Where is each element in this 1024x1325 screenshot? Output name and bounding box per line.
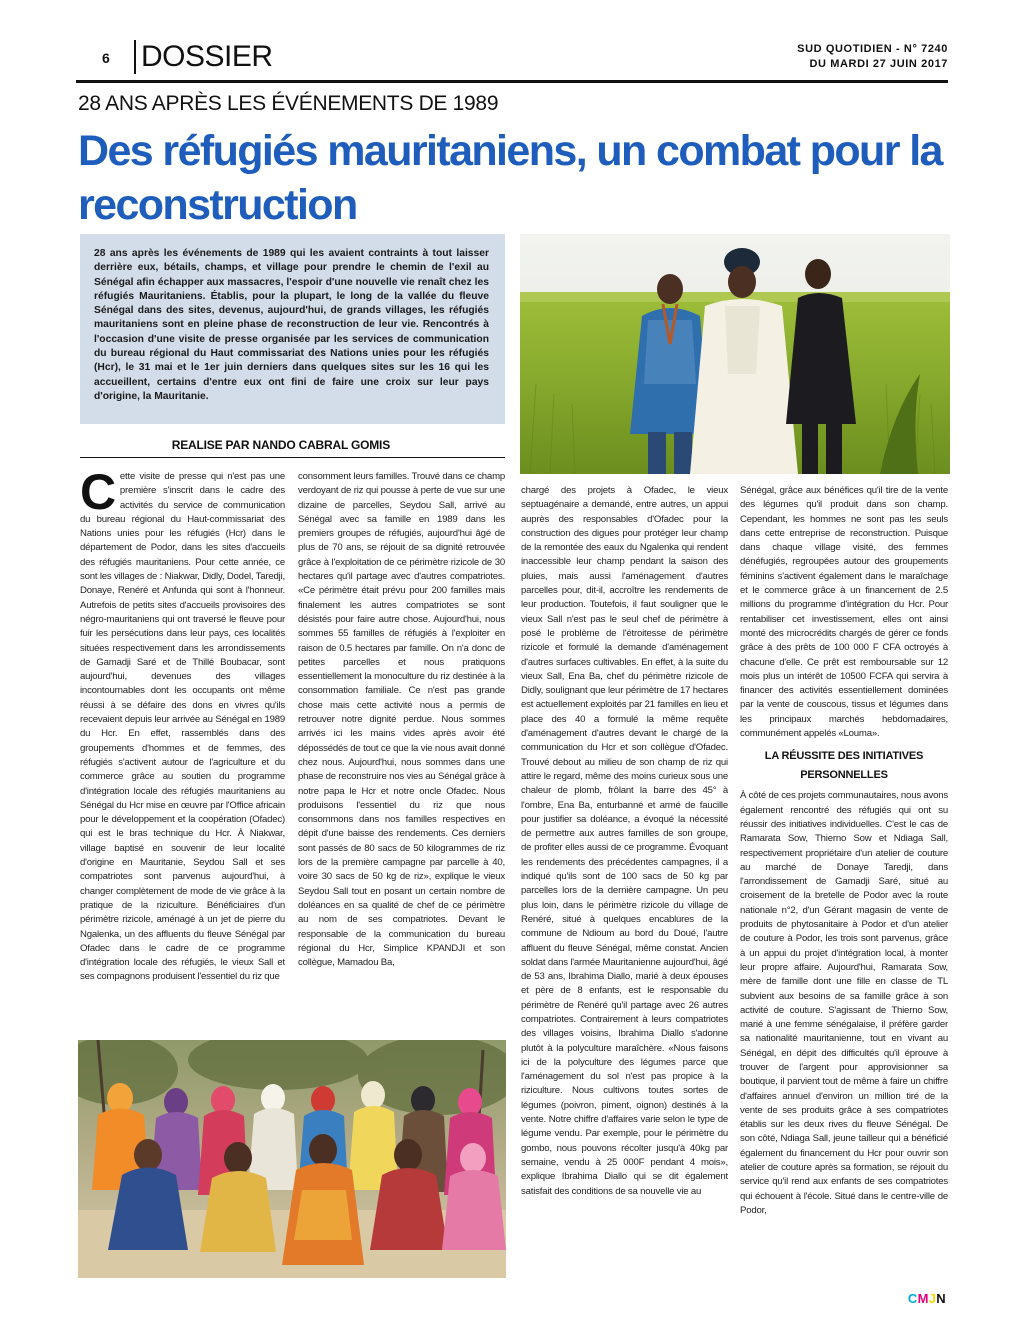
paragraph-col2: consomment leurs familles. Trouvé dans ce champ verdoyant de riz qui pousse à perte de vue sur une dizaine de parcelles, Seydou Sall, arrivé au Sénégal avec sa famille en 1989 dans les premiers groupes de réfugiés, aujourd'hui âgé de plus de 70 ans, se réjouit de sa dignité retrouvée grâce à l'exploitation de ce périmètre rizicole de 30 hectares qu'il partage avec d'autres compatriotes. «Ce périmètre était prévu pour 200 familles mais finalement les autres compatriotes se sont désistés pour faire autre chose. Aujourd'hui, nous sommes 55 familles de réfugiés à l'exploiter en raison de 0.5 hectares par famille. On n'a donc de petites parcelles et nous pratiquons essentiellement la monoculture du riz destinée à la consommation familiale. Ce n'est pas grande chose mais cette activité nous a permis de retrouver notre dignité perdue. Nous sommes arrivés ici les mains vides après avoir été dépossédés de tout ce que la vie nous avait donné chez nous. Aujourd'hui, nous sommes dans une phase de reconstruire nos vies au Sénégal grâce à notre papa le Hcr et notre oncle Ofadec. Nous produisons l'essentiel du riz que nous consommons dans nos familles respectives en dépit d'une baisse des rendements. Ces derniers sont passés de 80 sacs de 50 kilogrammes de riz lors de la première campagne par parcelle à 40, voire 30 sacs de 50 kg de riz», explique le vieux Seydou Sall tout en posant un certain nombre de doléances en sa qualité de chef de ce périmètre au nom de ses compatriotes. Devant le responsable de la communication du bureau régional du Hcr, Simplice KPANDJI et son collègue, Mamadou Ba, — [298, 471, 505, 969]
section-name: DOSSIER — [141, 40, 273, 73]
cmjn-j: J — [928, 1291, 937, 1306]
publication-info — [797, 42, 948, 72]
paragraph-col4b: À côté de ces projets communautaires, nous avons également rencontré des réfugiés qui ont su réussir des initiatives individuelles. C'est le cas de Ramarata Sow, Thierno Sow et Ndiaga Sall, respectivement propriétaire d'un atelier de couture au marché de Donaye Taredji, dans l'arrondissement de Gamadji Saré, situé au croisement de la bretelle de Podor avec la route nationale n°2, d'un Gérant magasin de vente de produits de phytosanitaire à Podor et d'un atelier de couture à Podor, les trois sont parvenus, grâce à un appui du projet d'intégration local, à monter leur propre affaire. Aujourd'hui, Ramarata Sow, mère de famille dont une fille en classe de TL subvient aux besoins de sa famille grâce à son activité de couture. S'agissant de Thierno Sow, marié à une femme sénégalaise, il préfère garder sa nationalité mauritanienne, tout en vivant au Sénégal, en dépit des difficultés qu'il éprouve à trouver de l'argent pour approvisionner sa boutique, il parvient tout de même à faire un chiffre d'affaires annuel d'environ un million tiré de la vente de ses produits grâce à ses compatriotes établis sur les deux rives du fleuve Sénégal. De son côté, Ndiaga Sall, jeune tailleur qui a bénéficié également du financement du Hcr pour ouvrir son atelier de couture après sa formation, se réjouit du service qu'il rend aux enfants de ses compatriotes qui échouent à l'école. Situé dans le centre-ville de Podor, — [740, 790, 948, 1216]
publication-issue: SUD QUOTIDIEN - N° 7240 — [797, 43, 948, 55]
cmjn-c: C — [907, 1291, 918, 1306]
paragraph-col4a: Sénégal, grâce aux bénéfices qu'il tire de la vente des légumes qu'il produit dans son champ. Cependant, les hommes ne sont pas les seuls dans cette entreprise de reconstruction. Puisque dans chaque village visité, des femmes dénéfugiés, regroupées autour des groupements féminins s'activent également dans le maraîchage et le commerce grâce à un financement de 2.5 millions du programme d'intégration du Hcr. Pour rentabiliser cet investissement, elles ont ainsi monté des microcrédits chargés de gérer ce fonds grâce à des prêts de 100 000 F CFA octroyés à chacune d'elle. Ce prêt est remboursable sur 12 mois plus un intérêt de 10500 FCFA qui servira à financer des activités essentiellement dominées par la vente de couscous, tissus et légumes dans les principaux marchés hebdomadaires, communément appelés «Louma». — [740, 485, 948, 740]
photo-rice-field-image — [520, 234, 950, 474]
text-column-4 — [740, 484, 948, 1280]
text-column-1 — [80, 470, 285, 1018]
publication-date: DU MARDI 27 JUIN 2017 — [809, 58, 948, 70]
photo-rice-field-men — [520, 234, 950, 474]
photo-women-group-image — [78, 1040, 506, 1278]
photo-women-group — [78, 1040, 506, 1278]
article-lead: 28 ans après les événements de 1989 qui les avaient contraints à tout laisser derrière eux, bétails, champs, et village pour prendre le chemin de l'exil au Sénégal afin échapper aux massacres, l'espoir d'une nouvelle vie renaît chez les réfugiés Mauritaniens. Établis, pour la plupart, le long de la vallée du fleuve Sénégal dans des sites, devenus, aujourd'hui, de grands villages, les réfugiés mauritaniens sont en pleine phase de reconstruction de leur vie. Rencontrés à l'occasion d'une visite de presse organisée par les services de communication du bureau régional du Haut commissariat des Nations unies pour les réfugiés (Hcr), le 31 mai et le 1er juin derniers dans quelques sites sur les 16 qui les accueillent, certains d'entre eux ont fini de faire une croix sur leur pays d'origine, la Mauritanie. — [80, 234, 505, 424]
paragraph-col1: ette visite de presse qui n'est pas une première s'inscrit dans le cadre des activités du service de communication du bureau régional du Haut-commissariat des Nations unies pour les réfugiés (Hcr) dans le département de Podor, dans les sites d'accueils des réfugiés mauritaniens. Pour cette année, ce sont les villages de : Niakwar, Didly, Dodel, Taredji, Donaye, Renéré et Anfunda qui sont à l'honneur. Autrefois de petits sites d'accueils provisoires des négro-mauritaniens qui ont traversé le fleuve pour fuir les persécutions dans leur pays, ces localités situées respectivement dans les arrondissements de Gamadji Saré et de Thillé Boubacar, sont aujourd'hui, devenues des villages incontournables dont les occupants ont même réussi à se défaire des dons en vivres qu'ils recevaient depuis leur arrivée au Sénégal en 1989 du Hcr. En effet, rassemblés dans des groupements d'hommes et de femmes, des réfugiés s'activent autour de l'agriculture et du commerce grâce au soutien du programme d'intégration locale des réfugiés mauritaniens au Sénégal du Hcr mise en œuvre par l'Office africain pour le développement et la coopération (Ofadec) qui est le bras technique du Hcr. À Niakwar, village baptisé en souvenir de leur localité d'origine en Mauritanie, Seydou Sall et ses compatriotes sont parvenus aujourd'hui, à changer complètement de mode de vie grâce à la pratique de la riziculture. Bénéficiaires d'un périmètre rizicole, aménagé à un jet de pierre du Ngalenka, un des affluents du fleuve Sénégal par Ofadec dans le cadre de ce programme d'intégration locale des réfugiés, le vieux Sall et ses compagnons produisent l'essentiel du riz que — [80, 471, 285, 983]
paragraph-col3: chargé des projets à Ofadec, le vieux septuagénaire a demandé, entre autres, un appui auprès des responsables d'Ofadec pour la construction des digues pour protéger leur champ de la remontée des eaux du Ngalenka qui rendent inaccessible leur champ pendant la saison des pluies, mais aussi l'aménagement d'autres parcelles pour, dit-il, accroître les rendements de leur production. Toutefois, il faut souligner que le vieux Sall n'est pas le seul chef de périmètre à posé le problème de l'étroitesse de périmètre rizicole et formulé la demande d'aménagement d'autres surfaces cultivables. En effet, à la suite du vieux Sall, Ena Ba, chef du périmètre rizicole de Didly, soulignant que leur périmètre de 17 hectares est actuellement exploités par 21 familles en lieu et place des 40 a formulé la même requête d'aménagement d'autres devant le chargé de la communication du Hcr et son collègue d'Ofadec. Trouvé debout au milieu de son champ de riz qui attire le regard, même des moins curieux sous une chaleur de plomb, frôlant la barre des 45° à l'ombre, Ena Ba, enturbanné et armé de faucille pour justifier sa doléance, a évoqué la nécessité de permettre aux autres familles de son groupe, de profiter elles aussi de ce programme. Évoquant les rendements des précédentes campagnes, il a indiqué qu'ils sont de 100 sacs de 50 kg par parcelles lors de la dernière campagne. Un peu plus loin, dans le périmètre rizicole du village de Renéré, situé à quelques encablures de la commune de Ndioum au bord du Doué, l'autre affluent du fleuve Sénégal, même constat. Ancien soldat dans l'armée Mauritanienne aujourd'hui, âgé de 53 ans, Ibrahima Diallo, marié à deux épouses et père de 8 enfants, est le responsable du périmètre de Renéré qu'il partage avec 26 autres compatriotes. Contrairement à leurs compatriotes des villages voisins, Ibrahima Diallo s'adonne plutôt à la polyculture maraîchère. «Nous faisons ici de la polyculture des légumes parce que l'aménagement du sol n'est pas propice à la riziculture. Nous cultivons toutes sortes de légumes (poivron, piment, oignon) destinés à la vente. Notre chiffre d'affaires varie selon le type de légume vendu. Par exemple, pour le périmètre du gombo, nous pouvons récolter jusqu'à 40kg par semaine, vendu à 25 000F pendant 4 mois», explique Ibrahima Diallo qui se dit également satisfait des conditions de sa nouvelle vie au — [521, 485, 728, 1197]
drop-cap: C — [80, 470, 116, 520]
cmjn-n: N — [936, 1291, 946, 1306]
article-byline: REALISE PAR NANDO CABRAL GOMIS — [80, 438, 505, 458]
cmjn-color-marks — [908, 1291, 946, 1306]
text-column-3 — [521, 484, 728, 1280]
page-number: 6 — [102, 50, 110, 66]
header-separator — [134, 40, 136, 74]
header-rule — [76, 80, 948, 83]
article-subhead: LA RÉUSSITE DES INITIATIVES PERSONNELLES — [764, 750, 924, 782]
article-title: Des réfugiés mauritaniens, un combat pour la reconstruction — [78, 127, 942, 229]
article-surtitle: 28 ANS APRÈS LES ÉVÉNEMENTS DE 1989 — [78, 92, 499, 115]
page-header — [76, 40, 948, 80]
text-column-2 — [298, 470, 505, 1018]
cmjn-m: M — [917, 1291, 929, 1306]
